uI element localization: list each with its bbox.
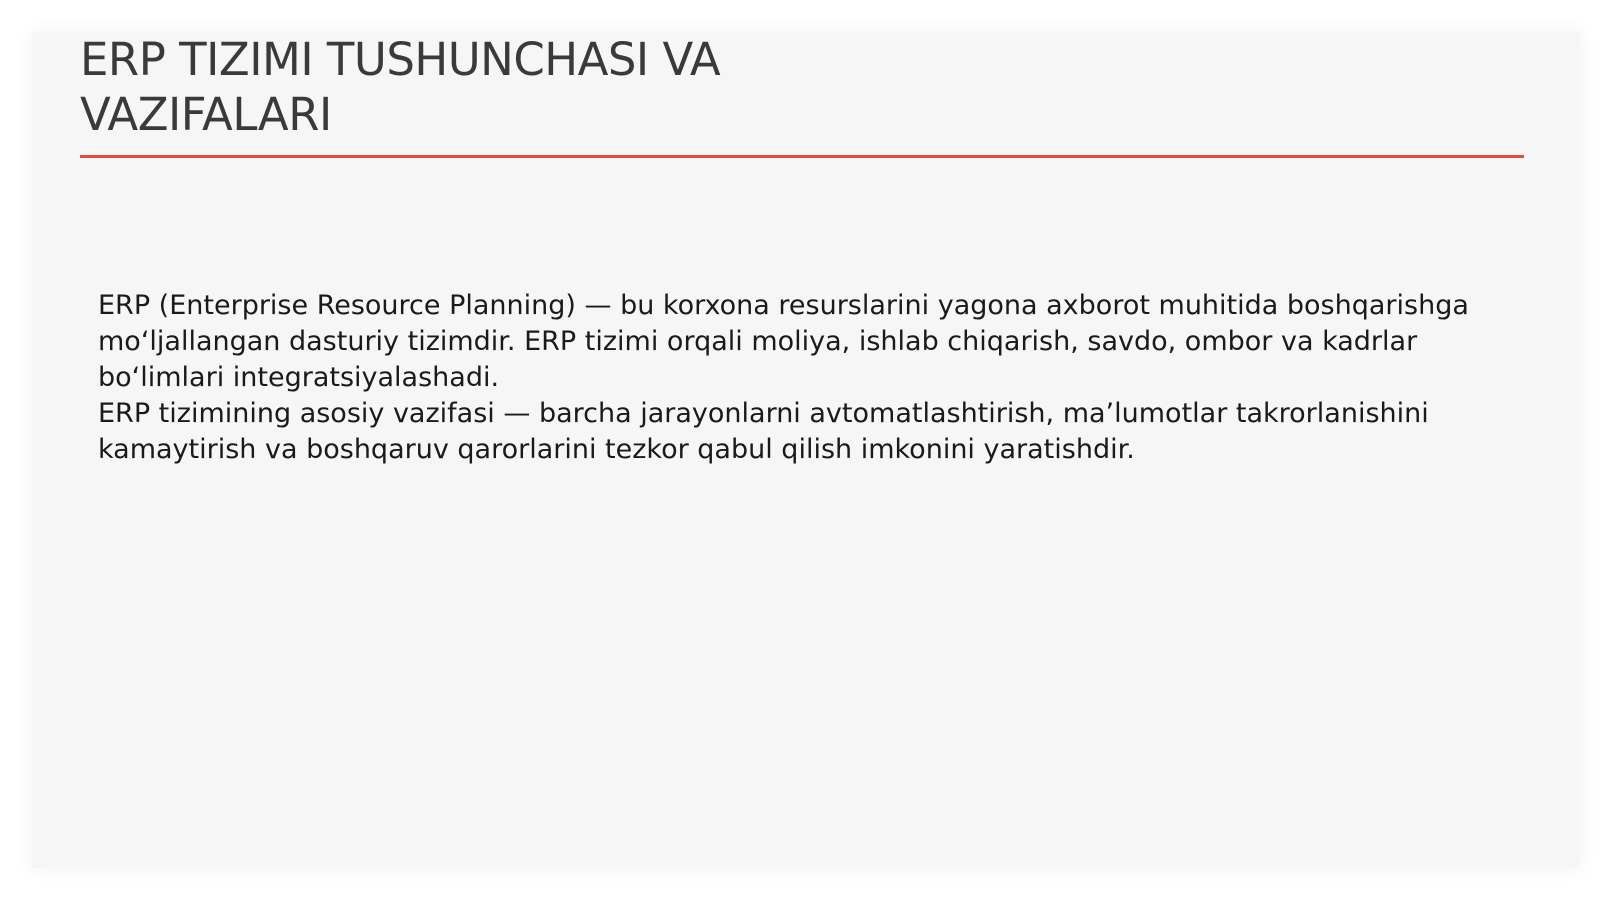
slide <box>32 32 1580 868</box>
body-paragraph-definition: ERP (Enterprise Resource Planning) — bu korxona resurslarini yagona axborot muhitida boshqarishga mo‘ljallangan dasturiy tizimdir. ERP tizimi orqali moliya, ishlab chiqarish, savdo, ombor va kadrlar bo‘limlari integratsiyalashadi. <box>98 290 1469 393</box>
title-underline <box>80 155 1524 158</box>
slide-body <box>98 288 1518 468</box>
body-paragraph-purpose: ERP tizimining asosiy vazifasi — barcha jarayonlarni avtomatlashtirish, ma’lumotlar takrorlanishini kamaytirish va boshqaruv qarorlarini tezkor qabul qilish imkonini yaratishdir. <box>98 398 1429 465</box>
slide-title: ERP TIZIMI TUSHUNCHASI VA VAZIFALARI <box>80 33 721 141</box>
